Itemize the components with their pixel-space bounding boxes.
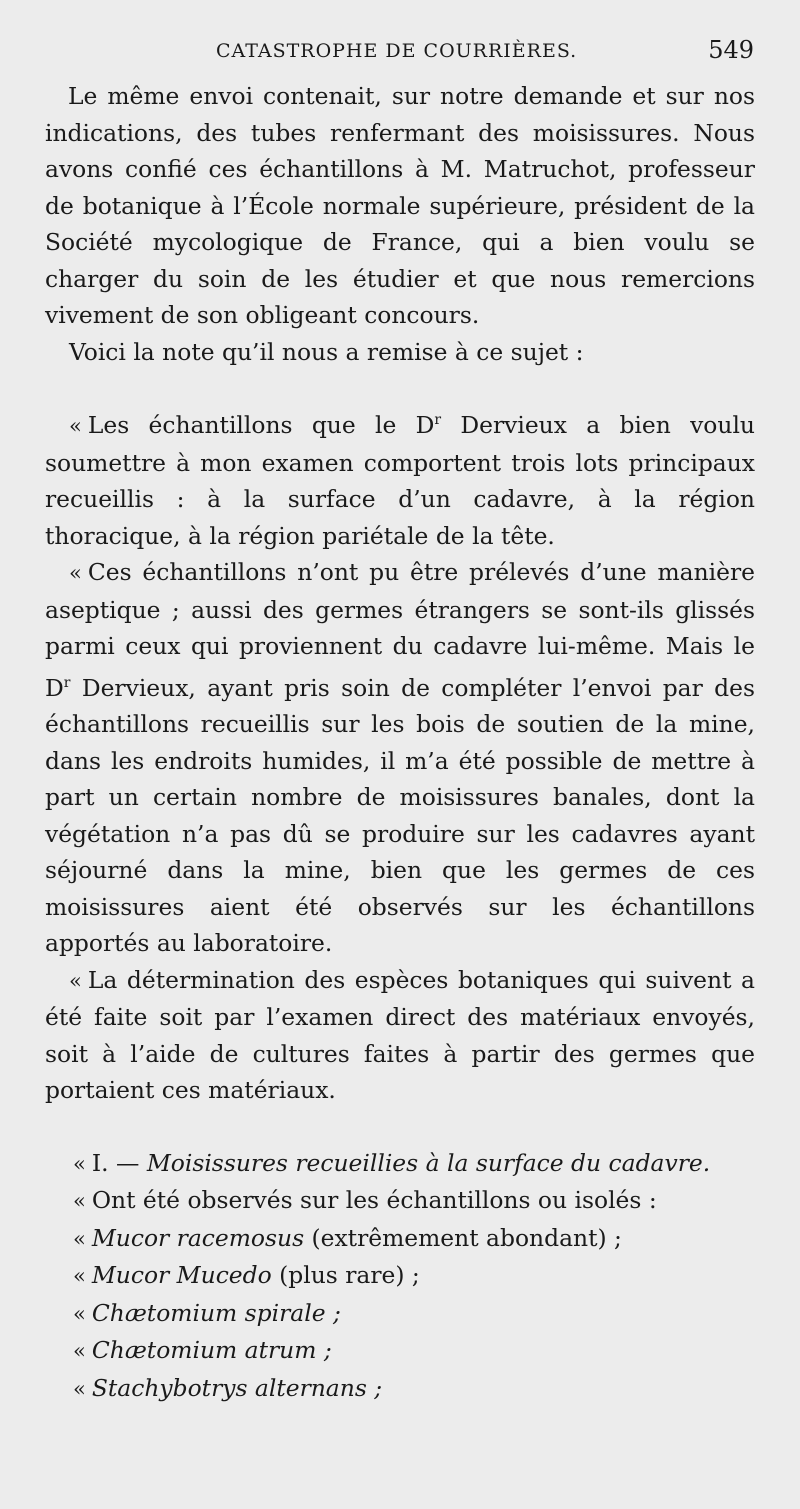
species-item bbox=[45, 1257, 755, 1295]
quote-mark: « bbox=[73, 1339, 86, 1363]
species-item bbox=[45, 1295, 755, 1333]
list-intro: « Ont été observés sur les échantillons ou isolés : bbox=[73, 1186, 657, 1214]
quote-mark: « bbox=[69, 561, 82, 585]
page-header bbox=[0, 34, 800, 68]
quote-mark: « bbox=[73, 1151, 86, 1176]
quote-mark: « bbox=[73, 1189, 86, 1213]
body-text bbox=[45, 78, 755, 1407]
species-name: Chætomium atrum ; bbox=[91, 1336, 332, 1364]
species-name: Mucor racemosus bbox=[91, 1223, 305, 1252]
quote-mark: « bbox=[73, 1376, 86, 1401]
quote-mark: « bbox=[73, 1264, 86, 1288]
species-name: Chætomium spirale ; bbox=[91, 1298, 341, 1327]
species-note: (extrêmement abondant) ; bbox=[304, 1223, 622, 1252]
species-name: Stachybotrys alternans ; bbox=[91, 1373, 383, 1402]
section-number: I. — bbox=[91, 1148, 140, 1177]
species-item bbox=[45, 1332, 755, 1370]
quote-mark: « bbox=[69, 414, 82, 438]
page-number: 549 bbox=[708, 36, 754, 64]
species-note: (plus rare) ; bbox=[271, 1261, 420, 1289]
paragraph-determination: « La détermination des espèces botaniques qui suivent a été faite soit par l’examen direct des matériaux envoyés, soit à l’aide de cultures faites à partir des germes que portaient ces matériaux. bbox=[45, 965, 755, 1104]
quote-mark: « bbox=[73, 1301, 86, 1326]
species-item bbox=[45, 1370, 755, 1408]
paragraph-note-intro: Voici la note qu’il nous a remise à ce sujet : bbox=[69, 337, 584, 366]
species-name: Mucor Mucedo bbox=[91, 1261, 272, 1289]
species-item bbox=[45, 1220, 755, 1258]
quote-mark: « bbox=[73, 1226, 86, 1251]
running-title: CATASTROPHE DE COURRIÈRES. bbox=[216, 40, 578, 62]
paragraph-samples: « Les échantillons que le $D^r$ Dervieux a bien voulu soumettre à mon examen comportent trois lots principaux recueillis : à la surface d’un cadavre, à la région thoracique, à la région pariétale de la tête. bbox=[45, 411, 755, 550]
paragraph-aseptic: « Ces échantillons n’ont pu être prélevés d’une manière aseptique ; aussi des germes étrangers se sont-ils glissés parmi ceux qui proviennent du cadavre lui-même. Mais le $D^r$ Dervieux, ayant pris soin de compléter l’envoi par des échantillons recueillis sur les bois de soutien de la mine, dans les endroits humides, il m’a été possible de mettre à part un certain nombre de moisissures banales, dont la végétation n’a pas dû se produire sur les cadavres ayant séjourné dans la mine, bien que les germes de ces moisissures aient été observés sur les échantillons apportés au laboratoire. bbox=[45, 558, 755, 957]
section-title: Moisissures recueillies à la surface du cadavre. bbox=[146, 1148, 711, 1177]
section-heading bbox=[45, 1145, 755, 1183]
quote-mark: « bbox=[69, 968, 82, 993]
paragraph-intro: Le même envoi contenait, sur notre demande et sur nos indications, des tubes renfermant des moisissures. Nous avons confié ces échantillons à M. Matruchot, professeur de botanique à l’École normale supérieure, président de la Société mycologique de France, qui a bien voulu se charger du soin de les étudier et que nous remercions vivement de son obligeant concours. bbox=[45, 82, 755, 329]
